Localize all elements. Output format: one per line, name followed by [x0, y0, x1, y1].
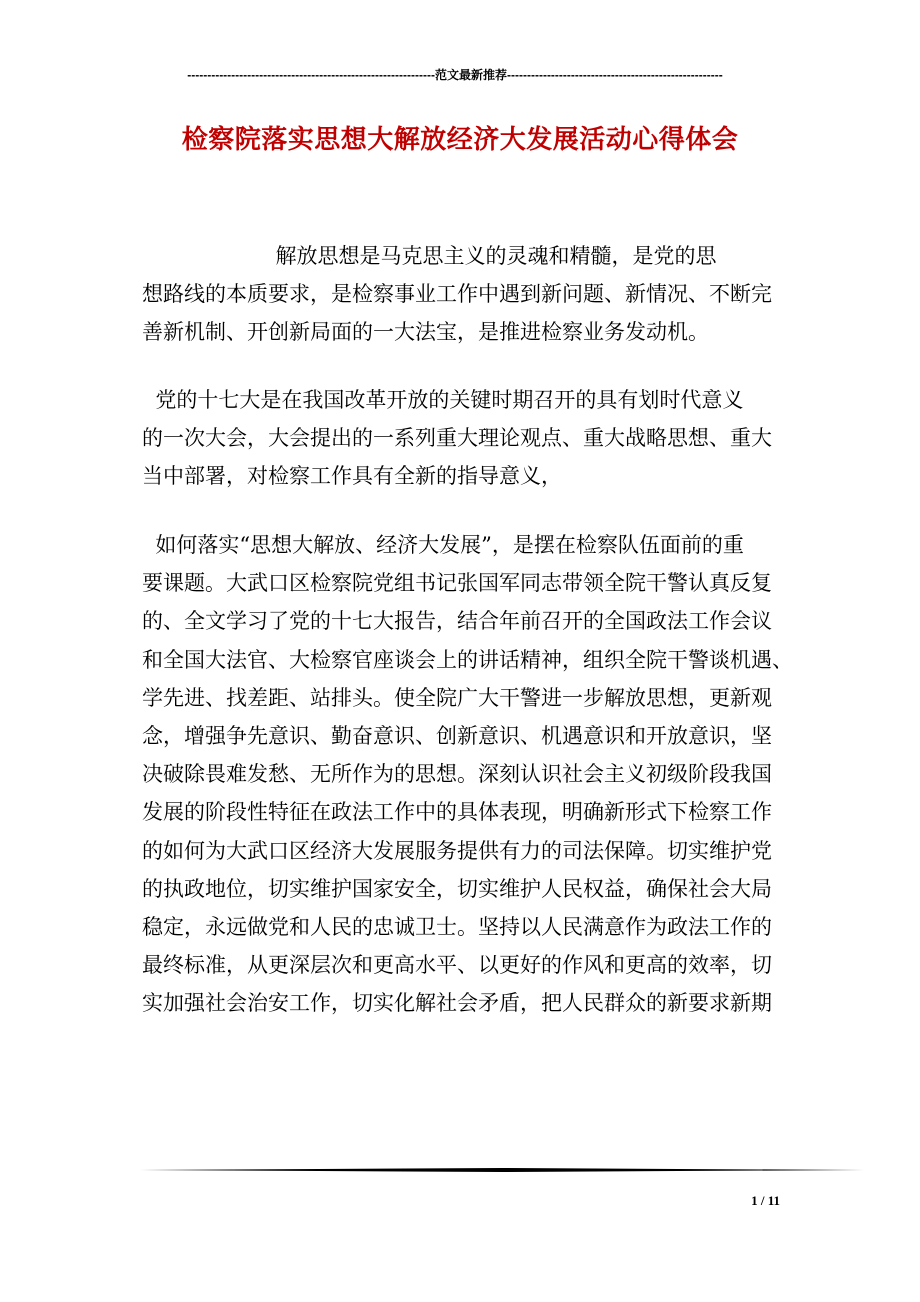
- page-header: --------------------------------------------------------------范文最新推荐------------------------------------------------------: [187, 68, 723, 82]
- text-line: 发展的阶段性特征在政法工作中的具体表现，明确新形式下检察工作: [142, 800, 772, 825]
- paragraph-3: [142, 526, 793, 1023]
- text-line: 最终标准，从更深层次和更高水平、以更好的作风和更高的效率，切: [142, 953, 772, 978]
- text-line: 党的十七大是在我国改革开放的关键时期召开的具有划时代意义: [142, 388, 744, 412]
- text-line: 念，增强争先意识、勤奋意识、创新意识、机遇意识和开放意识，坚: [142, 724, 772, 749]
- text-line: 当中部署，对检察工作具有全新的指导意义，: [142, 464, 562, 489]
- text-line: 的如何为大武口区经济大发展服务提供有力的司法保障。切实维护党: [142, 838, 772, 863]
- paragraph-2: [142, 381, 782, 496]
- text-line: 解放思想是马克思主义的灵魂和精髓，是党的思: [142, 244, 717, 268]
- text-line: 稳定，永远做党和人民的忠诚卫士。坚持以人民满意作为政法工作的: [142, 915, 772, 940]
- footer-divider: [140, 1168, 864, 1172]
- paragraph-1: [142, 237, 782, 352]
- text-line: 如何落实“思想大解放、经济大发展”，是摆在检察队伍面前的重: [142, 533, 744, 557]
- text-line: 实加强社会治安工作，切实化解社会矛盾，把人民群众的新要求新期: [142, 991, 772, 1016]
- text-line: 和全国大法官、大检察官座谈会上的讲话精神，组织全院干警谈机遇、: [142, 647, 793, 672]
- document-title: 检察院落实思想大解放经济大发展活动心得体会: [181, 125, 739, 155]
- text-line: 的、全文学习了党的十七大报告，结合年前召开的全国政法工作会议: [142, 609, 772, 634]
- text-line: 决破除畏难发愁、无所作为的思想。深刻认识社会主义初级阶段我国: [142, 762, 772, 787]
- text-line: 的执政地位，切实维护国家安全，切实维护人民权益，确保社会大局: [142, 876, 772, 901]
- text-line: 的一次大会，大会提出的一系列重大理论观点、重大战略思想、重大: [142, 426, 772, 451]
- text-line: 学先进、找差距、站排头。使全院广大干警进一步解放思想，更新观: [142, 685, 772, 710]
- page-number: 1 / 11: [751, 1193, 780, 1208]
- text-line: 善新机制、开创新局面的一大法宝，是推进检察业务发动机。: [142, 320, 709, 345]
- text-line: 要课题。大武口区检察院党组书记张国军同志带领全院干警认真反复: [142, 571, 772, 596]
- text-line: 想路线的本质要求，是检察事业工作中遇到新问题、新情况、不断完: [142, 282, 772, 307]
